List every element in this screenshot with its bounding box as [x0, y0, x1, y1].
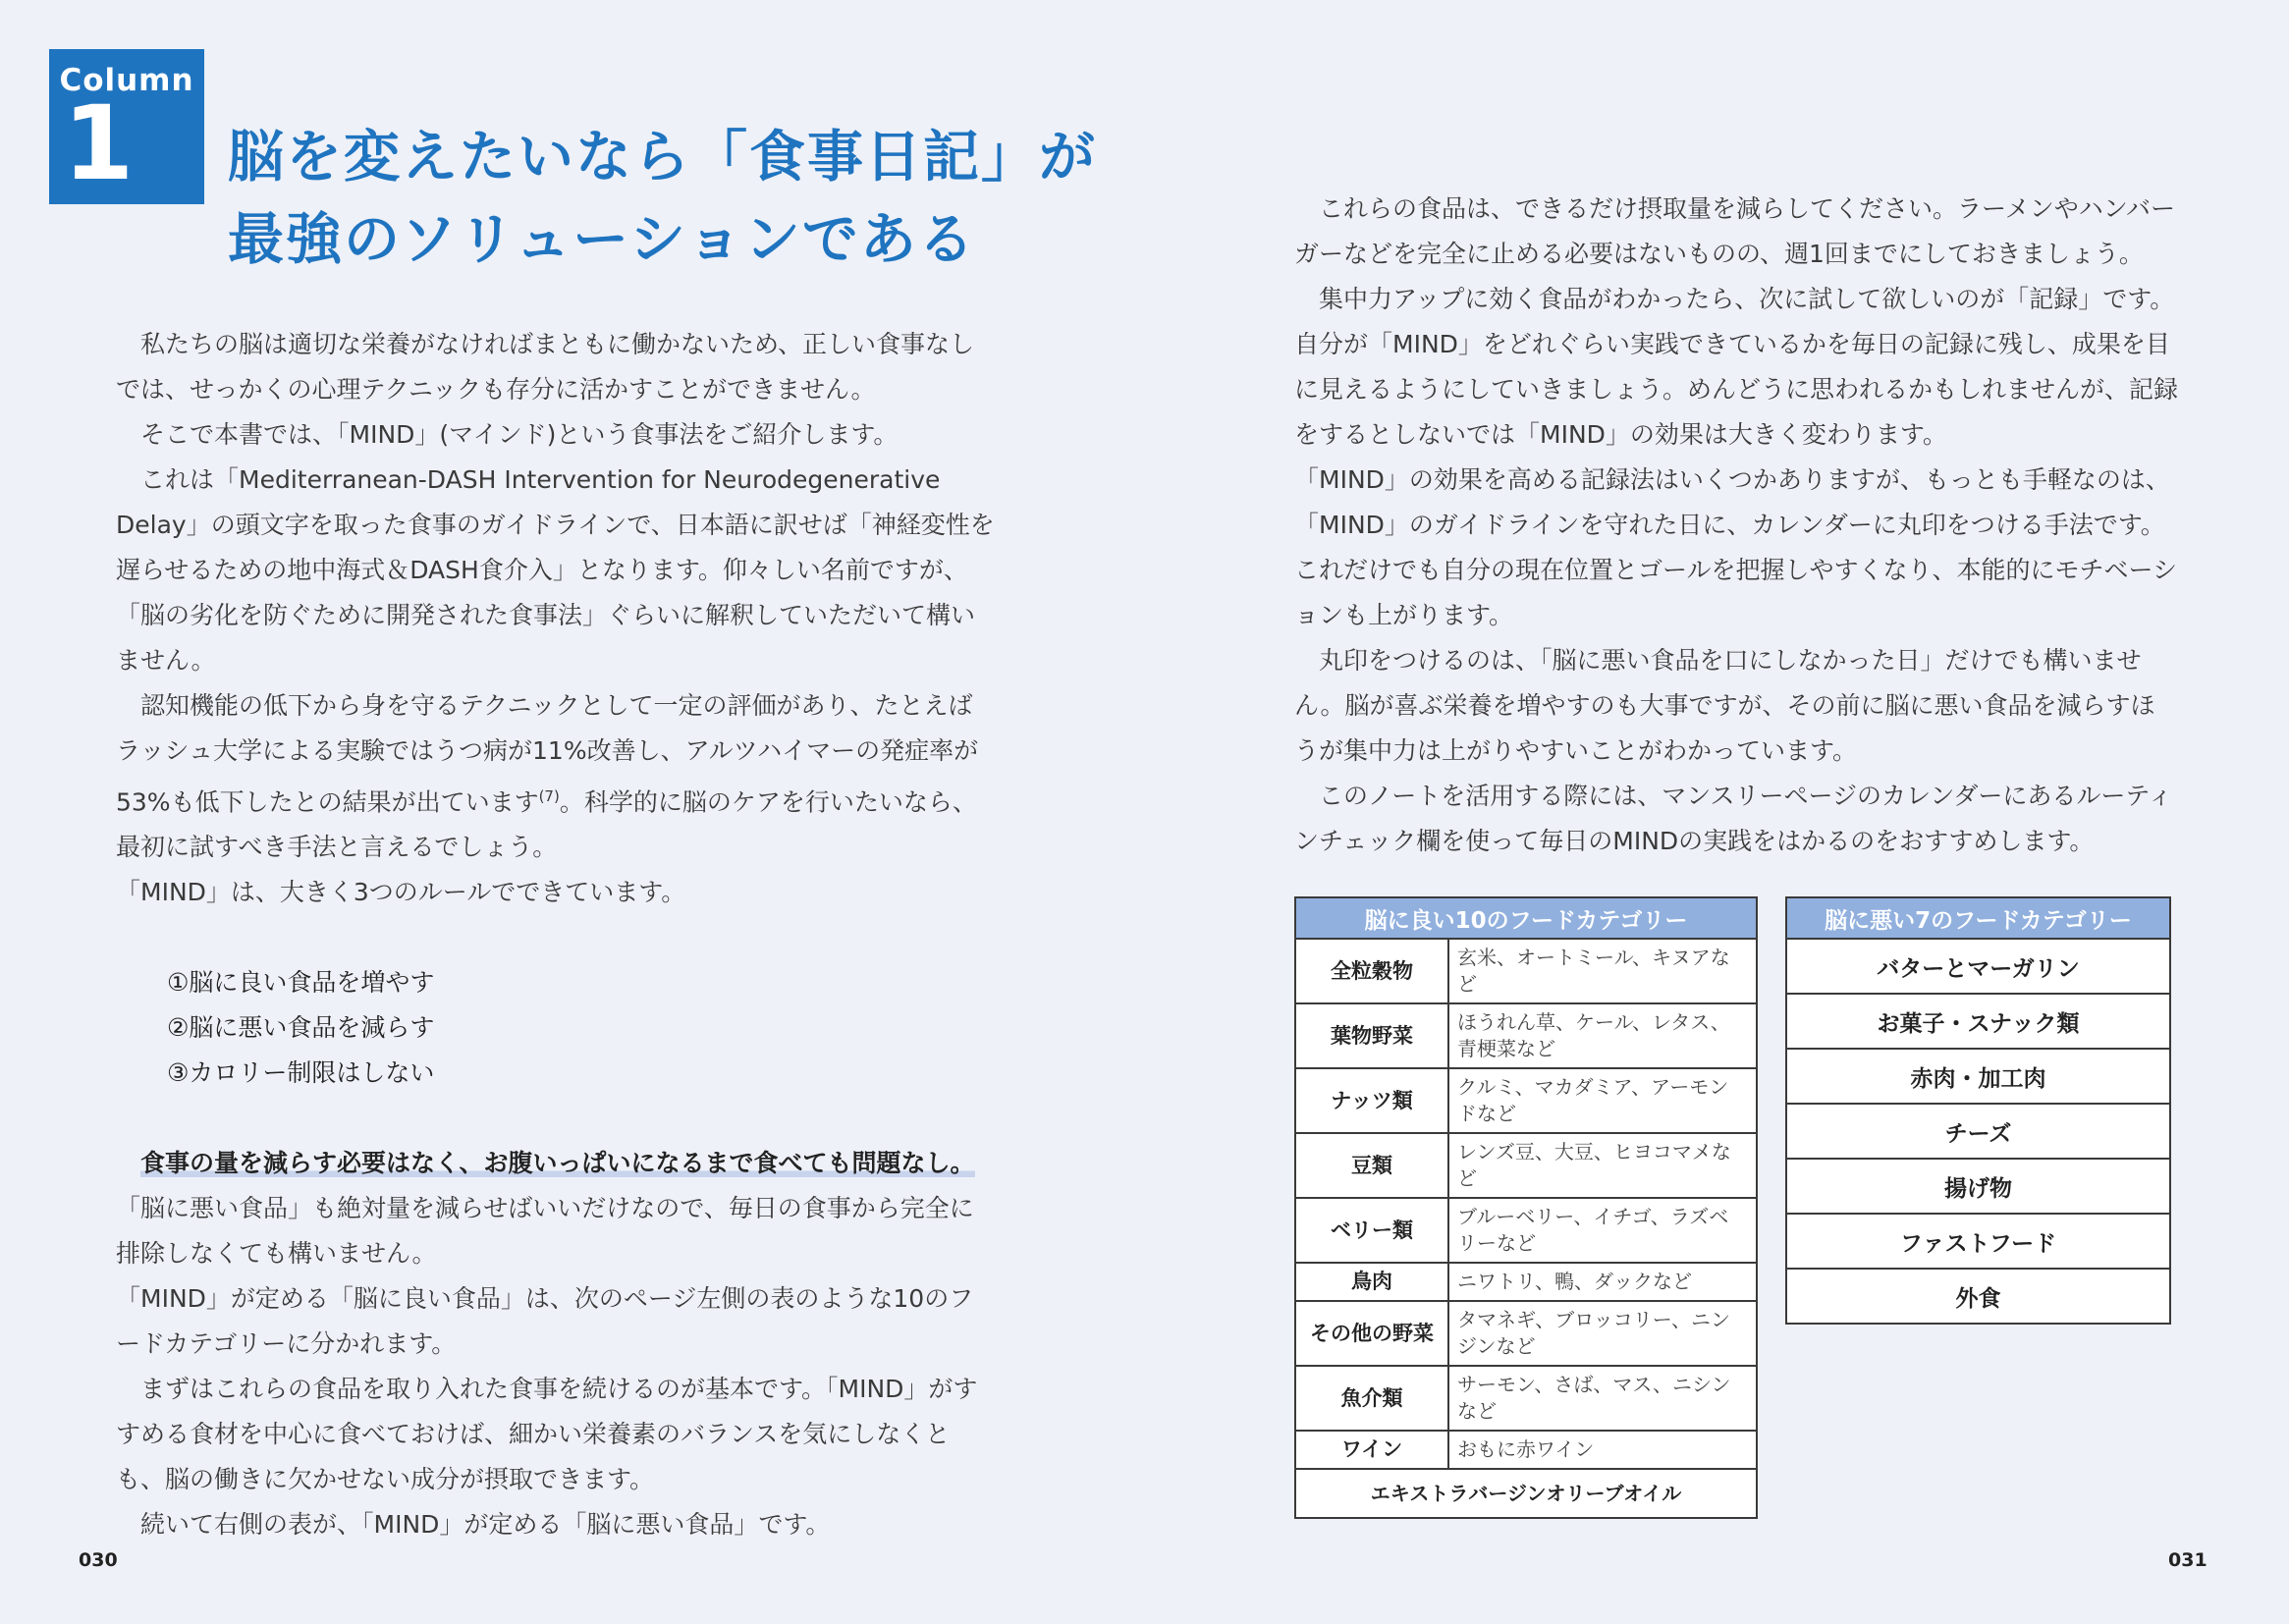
- paragraph: 集中力アップに効く食品がわかったら、次に試して欲しいのが「記録」です。自分が「MIND」をどれぐらい実践できているかを毎日の記録に残し、成果を目に見えるようにしていきましょう。めんどうに思われるかもしれませんが、記録をするとしないでは「MIND」の効果は大きく変わります。: [1294, 285, 2179, 449]
- paragraph-text: 認知機能の低下から身を守るテクニックとして一定の評価があり、たとえばラッシュ大学による実験ではうつ病が11%改善し、アルツハイマーの発症率が53%も低下したとの結果が出ています: [116, 691, 979, 817]
- bad-food-cell: 赤肉・加工肉: [1786, 1049, 2170, 1104]
- table-row: [1295, 1469, 1757, 1518]
- bad-food-cell: 外食: [1786, 1269, 2170, 1324]
- good-table-header: 脳に良い10のフードカテゴリー: [1295, 897, 1757, 939]
- examples-cell: おもに赤ワイン: [1448, 1431, 1757, 1469]
- paragraph: これらの食品は、できるだけ摂取量を減らしてください。ラーメンやハンバーガーなどを完全に止める必要はないものの、週1回までにしておきましょう。: [1294, 194, 2176, 268]
- table-row: [1786, 1104, 2170, 1159]
- examples-cell: サーモン、さば、マス、ニシンなど: [1448, 1366, 1757, 1431]
- title-line-1: 脳を変えたいなら「食事日記」が: [228, 125, 1097, 189]
- paragraph: 「MIND」が定める「脳に良い食品」は、次のページ左側の表のような10のフードカテゴリーに分かれます。: [116, 1284, 974, 1359]
- examples-cell: レンズ豆、大豆、ヒヨコマメなど: [1448, 1133, 1757, 1198]
- examples-cell: ブルーベリー、イチゴ、ラズベリーなど: [1448, 1198, 1757, 1263]
- table-row: [1786, 939, 2170, 994]
- column-number: 1: [63, 83, 135, 203]
- paragraph-text: 。科学的に脳のケアを行いたいなら、最初に試すべき手法と言えるでしょう。: [116, 787, 977, 862]
- rule-item: ①脳に良い食品を増やす: [167, 968, 435, 998]
- table-row: [1295, 1301, 1757, 1366]
- bad-food-cell: バターとマーガリン: [1786, 939, 2170, 994]
- page-number-right: 031: [2168, 1549, 2207, 1571]
- right-body-text: [1294, 187, 2178, 864]
- highlight-sentence: [116, 1141, 995, 1186]
- bad-food-table: [1785, 896, 2171, 1325]
- table-row: [1295, 1431, 1757, 1469]
- category-cell: 鳥肉: [1295, 1263, 1448, 1301]
- table-row: [1295, 1068, 1757, 1133]
- bad-food-cell: ファストフード: [1786, 1214, 2170, 1269]
- table-row: [1295, 1198, 1757, 1263]
- column-label: Column: [59, 63, 194, 98]
- table-row: [1786, 1159, 2170, 1214]
- table-row: [1295, 939, 1757, 1003]
- table-row: [1786, 1214, 2170, 1269]
- paragraph: これは「Mediterranean-DASH Intervention for Neurodegenerative Delay」の頭文字を取った食事のガイドラインで、日本語に訳せば「神経変性を遅らせるための地中海式＆DASH食介入」となります。仰々しい名前ですが、「脳の劣化を防ぐために開発された食事法」ぐらいに解釈していただいて構いません。: [116, 465, 995, 675]
- paragraph: 私たちの脳は適切な栄養がなければまともに働かないため、正しい食事なしでは、せっかくの心理テクニックも存分に活かすことができません。: [116, 330, 975, 404]
- bad-food-cell: 揚げ物: [1786, 1159, 2170, 1214]
- category-cell: ワイン: [1295, 1431, 1448, 1469]
- title-line-2: 最強のソリューションである: [228, 207, 976, 272]
- highlight-text: 食事の量を減らす必要はなく、お腹いっぱいになるまで食べても問題なし。: [140, 1149, 975, 1178]
- paragraph: 丸印をつけるのは、「脳に悪い食品を口にしなかった日」だけでも構いません。脳が喜ぶ栄養を増やすのも大事ですが、その前に脳に悪い食品を減らすほうが集中力は上がりやすいことがわかっています。: [1294, 646, 2155, 765]
- bad-food-cell: お菓子・スナック類: [1786, 994, 2170, 1049]
- table-footer-cell: エキストラバージンオリーブオイル: [1295, 1469, 1757, 1518]
- examples-cell: タマネギ、ブロッコリー、ニンジンなど: [1448, 1301, 1757, 1366]
- paragraph: まずはこれらの食品を取り入れた食事を続けるのが基本です。「MIND」がすすめる食材を中心に食べておけば、細かい栄養素のバランスを気にしなくとも、脳の働きに欠かせない成分が摂取できます。: [116, 1375, 978, 1494]
- left-body-text: [116, 322, 995, 1547]
- paragraph: 「MIND」は、大きく3つのルールでできています。: [116, 878, 686, 907]
- category-cell: 全粒穀物: [1295, 939, 1448, 1003]
- paragraph: [116, 683, 995, 870]
- paragraph: このノートを活用する際には、マンスリーページのカレンダーにあるルーティンチェック欄を使って毎日のMINDの実践をはかるのをおすすめします。: [1294, 782, 2173, 855]
- examples-cell: ほうれん草、ケール、レタス、青梗菜など: [1448, 1003, 1757, 1068]
- paragraph: 「脳に悪い食品」も絶対量を減らせばいいだけなので、毎日の食事から完全に排除しなくても構いません。: [116, 1194, 974, 1269]
- table-row: [1295, 1366, 1757, 1431]
- paragraph: そこで本書では、「MIND」(マインド)という食事法をご紹介します。: [140, 420, 899, 449]
- bad-table-header: 脳に悪い7のフードカテゴリー: [1786, 897, 2170, 939]
- table-row: [1786, 1049, 2170, 1104]
- table-row: [1786, 994, 2170, 1049]
- category-cell: ナッツ類: [1295, 1068, 1448, 1133]
- column-badge: [49, 49, 204, 204]
- page-number-left: 030: [79, 1549, 118, 1571]
- rule-item: ③カロリー制限はしない: [167, 1058, 435, 1088]
- page-title: [228, 116, 1097, 281]
- category-cell: ベリー類: [1295, 1198, 1448, 1263]
- examples-cell: 玄米、オートミール、キヌアなど: [1448, 939, 1757, 1003]
- paragraph: 続いて右側の表が、「MIND」が定める「脳に悪い食品」です。: [140, 1510, 831, 1540]
- examples-cell: クルミ、マカダミア、アーモンドなど: [1448, 1068, 1757, 1133]
- category-cell: その他の野菜: [1295, 1301, 1448, 1366]
- category-cell: 豆類: [1295, 1133, 1448, 1198]
- table-row: [1295, 1263, 1757, 1301]
- paragraph: 「MIND」の効果を高める記録法はいくつかありますが、もっとも手軽なのは、「MIND」のガイドラインを守れた日に、カレンダーに丸印をつける手法です。これだけでも自分の現在位置とゴールを把握しやすくなり、本能的にモチベーションも上がります。: [1294, 465, 2178, 629]
- table-row: [1295, 1133, 1757, 1198]
- citation-ref: (7): [538, 787, 560, 805]
- rule-item: ②脳に悪い食品を減らす: [167, 1013, 435, 1043]
- bad-food-cell: チーズ: [1786, 1104, 2170, 1159]
- category-cell: 魚介類: [1295, 1366, 1448, 1431]
- examples-cell: ニワトリ、鴨、ダックなど: [1448, 1263, 1757, 1301]
- good-food-table: [1294, 896, 1758, 1519]
- table-row: [1786, 1269, 2170, 1324]
- category-cell: 葉物野菜: [1295, 1003, 1448, 1068]
- table-row: [1295, 1003, 1757, 1068]
